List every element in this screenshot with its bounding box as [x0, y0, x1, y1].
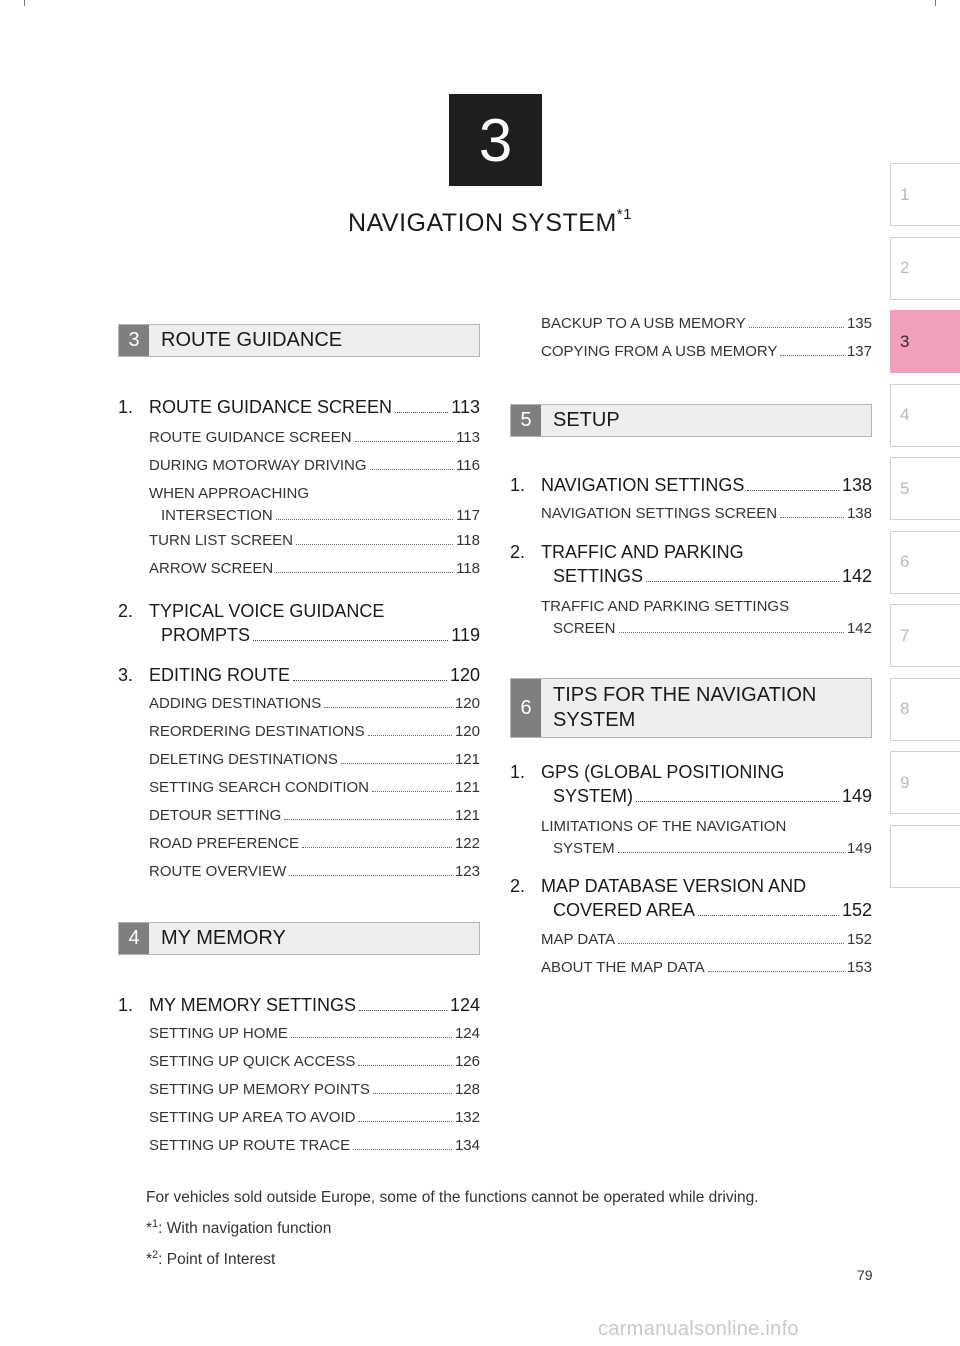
chapter-tab-2[interactable]: 2: [890, 237, 960, 300]
toc-subentry[interactable]: ARROW SCREEN 118: [149, 560, 480, 577]
toc-subentry[interactable]: COPYING FROM A USB MEMORY 137: [541, 343, 872, 360]
toc-subentry[interactable]: DELETING DESTINATIONS 121: [149, 751, 480, 768]
section-header-my-memory: [118, 922, 480, 955]
toc-subentry[interactable]: BACKUP TO A USB MEMORY 135: [541, 315, 872, 332]
toc-subentry[interactable]: REORDERING DESTINATIONS 120: [149, 723, 480, 740]
watermark: carmanualsonline.info: [598, 1318, 799, 1340]
toc-subentry[interactable]: SETTING UP MEMORY POINTS 128: [149, 1081, 480, 1098]
toc-left-column: [118, 324, 480, 1160]
page-number: 79: [857, 1267, 873, 1283]
toc-subentry[interactable]: TURN LIST SCREEN 118: [149, 532, 480, 549]
toc-subentry[interactable]: DETOUR SETTING 121: [149, 807, 480, 824]
toc-entry[interactable]: 1. GPS (GLOBAL POSITIONING SYSTEM) 149: [510, 762, 872, 806]
toc-entry[interactable]: 3. EDITING ROUTE 120: [118, 665, 480, 685]
toc-subentry[interactable]: SETTING SEARCH CONDITION 121: [149, 779, 480, 796]
toc-subentry[interactable]: ROUTE GUIDANCE SCREEN 113: [149, 429, 480, 446]
toc-subentry[interactable]: DURING MOTORWAY DRIVING 116: [149, 457, 480, 474]
toc-entry[interactable]: 2. TYPICAL VOICE GUIDANCE PROMPTS 119: [118, 601, 480, 645]
toc-subentry[interactable]: MAP DATA 152: [541, 931, 872, 948]
section-number: 5: [511, 405, 541, 436]
crop-mark: [935, 0, 936, 6]
toc-subentry[interactable]: ABOUT THE MAP DATA 153: [541, 959, 872, 976]
toc-entry[interactable]: 1. ROUTE GUIDANCE SCREEN 113: [118, 397, 480, 417]
section-header-tips: [510, 678, 872, 738]
section-title: SETUP: [553, 409, 620, 431]
section-number: 4: [119, 923, 149, 954]
toc-subentry[interactable]: SETTING UP QUICK ACCESS 126: [149, 1053, 480, 1070]
chapter-title: NAVIGATION SYSTEM$^{*1}$: [348, 206, 632, 237]
crop-mark: [24, 0, 25, 6]
toc-subentry[interactable]: NAVIGATION SETTINGS SCREEN 138: [541, 505, 872, 522]
chapter-tab-5[interactable]: 5: [890, 457, 960, 520]
footnote-1: *$^1$: With navigation function: [146, 1218, 332, 1238]
chapter-tab-empty: [890, 825, 960, 888]
chapter-tab-3-active[interactable]: 3: [890, 310, 960, 373]
chapter-tab-8[interactable]: 8: [890, 678, 960, 741]
section-header-route-guidance: [118, 324, 480, 357]
section-title: ROUTE GUIDANCE: [161, 329, 343, 351]
toc-subentry[interactable]: SETTING UP AREA TO AVOID 132: [149, 1109, 480, 1126]
toc-subentry[interactable]: WHEN APPROACHING INTERSECTION 117: [149, 485, 480, 524]
chapter-tab-9[interactable]: 9: [890, 751, 960, 814]
section-title: TIPS FOR THE NAVIGATION SYSTEM: [553, 684, 817, 731]
toc-subentry[interactable]: SETTING UP HOME 124: [149, 1025, 480, 1042]
footnotes: [146, 1184, 759, 1273]
toc-subentry[interactable]: ROAD PREFERENCE 122: [149, 835, 480, 852]
toc-subentry[interactable]: SETTING UP ROUTE TRACE 134: [149, 1137, 480, 1154]
section-title: MY MEMORY: [161, 927, 286, 949]
chapter-tab-4[interactable]: 4: [890, 384, 960, 447]
toc-entry[interactable]: 2. MAP DATABASE VERSION AND COVERED AREA 152: [510, 876, 872, 920]
footnote-note: For vehicles sold outside Europe, some of the functions cannot be operated while driving.: [146, 1189, 759, 1206]
section-header-setup: [510, 404, 872, 437]
toc-entry[interactable]: 1. MY MEMORY SETTINGS 124: [118, 995, 480, 1015]
toc-subentry[interactable]: TRAFFIC AND PARKING SETTINGS SCREEN 142: [541, 598, 872, 637]
toc-subentry[interactable]: ROUTE OVERVIEW 123: [149, 863, 480, 880]
chapter-tab-7[interactable]: 7: [890, 604, 960, 667]
chapter-number-box: 3: [449, 94, 542, 186]
toc-entry[interactable]: 2. TRAFFIC AND PARKING SETTINGS 142: [510, 542, 872, 586]
toc-subentry[interactable]: ADDING DESTINATIONS 120: [149, 695, 480, 712]
section-number: 6: [511, 679, 541, 737]
footnote-2: *$^2$: Point of Interest: [146, 1249, 276, 1269]
toc-subentry[interactable]: LIMITATIONS OF THE NAVIGATION SYSTEM 149: [541, 818, 872, 857]
section-number: 3: [119, 325, 149, 356]
toc-right-column: [510, 310, 872, 982]
chapter-tab-1[interactable]: 1: [890, 163, 960, 226]
chapter-tabs: [890, 163, 960, 898]
toc-entry[interactable]: 1. NAVIGATION SETTINGS 138: [510, 475, 872, 495]
chapter-tab-6[interactable]: 6: [890, 531, 960, 594]
